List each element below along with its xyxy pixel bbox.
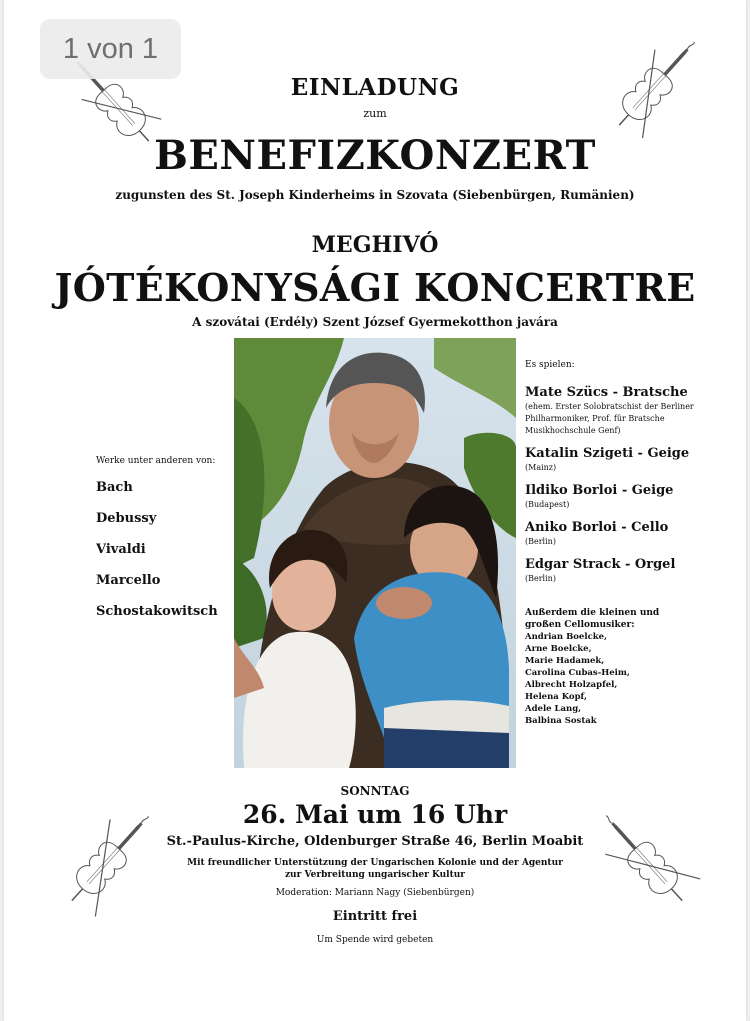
composer-item: Vivaldi [96,542,146,557]
performers-label: Es spielen: [525,360,575,370]
list-item: Helena Kopf, [525,692,587,702]
list-item: Andrian Boelcke, [525,632,607,642]
musician-note: (Berlin) [525,537,556,546]
list-item: Albrecht Holzapfel, [525,680,618,690]
musician-name: Mate Szücs - Bratsche [525,385,688,400]
page-counter: 1 von 1 [40,19,181,79]
list-item: Carolina Cubas-Heim, [525,668,630,678]
donation-note: Um Spende wird gebeten [316,935,434,945]
subtitle-german: zugunsten des St. Joseph Kinderheims in Szovata (Siebenbürgen, Rumänien) [115,188,635,202]
moderation: Moderation: Mariann Nagy (Siebenbürgen) [275,888,475,898]
list-item: Adele Lang, [525,704,582,714]
musician-note: (Berlin) [525,574,556,583]
musician-entry [525,482,725,511]
cello-musicians-list [525,631,725,727]
musician-note: (ehem. Erster Solobratschist der Berliner Philharmoniker, Prof. für Bratsche Musikhochschule Genf) [525,402,694,435]
heading-benefizkonzert: BENEFIZKONZERT [154,132,596,179]
musician-entry [525,519,725,548]
musician-entry [525,556,725,585]
composer-item: Schostakowitsch [96,604,218,619]
musician-entry [525,384,725,437]
monk-hugging-two-children-photo [234,338,516,768]
list-item: Arne Boelcke, [525,644,592,654]
composer-item: Debussy [96,511,157,526]
works-label: Werke unter anderen von: [96,456,216,466]
musician-name: Aniko Borloi - Cello [525,520,669,535]
musician-note: (Mainz) [525,463,557,472]
performers-column [525,360,725,727]
heading-zum: zum [363,107,387,120]
event-date: 26. Mai um 16 Uhr [242,800,508,829]
musician-name: Edgar Strack - Orgel [525,557,676,572]
heading-jotekonysagi: JÓTÉKONYSÁGI KONCERTRE [54,265,696,310]
list-item: Balbina Sostak [525,716,597,726]
entry-info: Eintritt frei [332,909,418,924]
composer-item: Marcello [96,573,161,588]
heading-meghivo: MEGHIVÓ [311,232,439,258]
musician-entry [525,445,725,474]
musician-name: Katalin Szigeti - Geige [525,446,690,461]
cello-musicians-label: Außerdem die kleinen und großen Cellomusiker: [525,608,660,630]
event-place: St.-Paulus-Kirche, Oldenburger Straße 46, Berlin Moabit [166,834,584,849]
list-item: Marie Hadamek, [525,656,605,666]
heading-einladung: EINLADUNG [290,74,460,101]
musician-note: (Budapest) [525,500,570,509]
subtitle-hungarian: A szovátai (Erdély) Szent József Gyermekotthon javára [192,315,558,329]
event-day: SONNTAG [340,784,410,798]
composer-list [96,480,218,635]
musician-name: Ildiko Borloi - Geige [525,483,674,498]
support-note: Mit freundlicher Unterstützung der Ungarischen Kolonie und der Agentur zur Verbreitung ungarischer Kultur [187,858,563,880]
composer-item: Bach [96,480,133,495]
